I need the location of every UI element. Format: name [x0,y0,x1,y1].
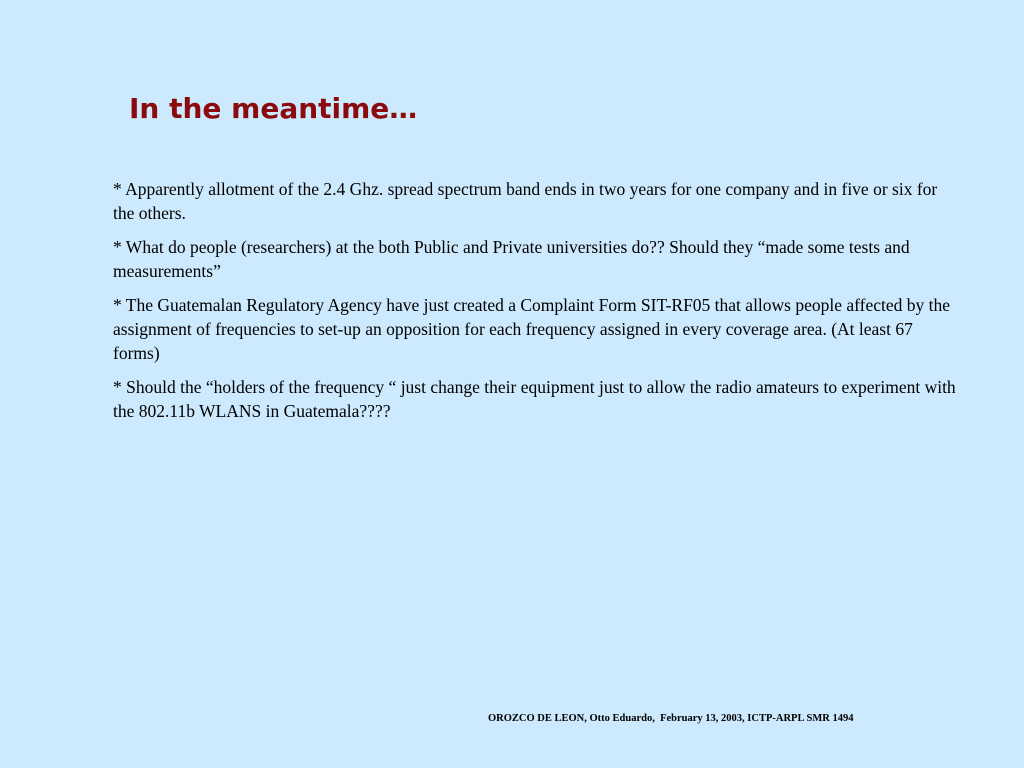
bullet-paragraph-1: * Apparently allotment of the 2.4 Ghz. spread spectrum band ends in two years for one company and in five or six for the others. [113,179,938,223]
slide-body [113,177,958,433]
bullet-paragraph-2: * What do people (researchers) at the both Public and Private universities do?? Should they “made some tests and measurements” [113,237,910,281]
bullet-paragraph-3: * The Guatemalan Regulatory Agency have just created a Complaint Form SIT-RF05 that allows people affected by the assignment of frequencies to set-up an opposition for each frequency assigned in every coverage area. (At least 67 forms) [113,295,951,363]
bullet-paragraph-4: * Should the “holders of the frequency “ just change their equipment just to allow the radio amateurs to experiment with the 802.11b WLANS in Guatemala???? [113,377,956,421]
slide-title: In the meantime… [129,92,418,125]
slide-footer: OROZCO DE LEON, Otto Eduardo, February 13, 2003, ICTP-ARPL SMR 1494 [488,713,854,724]
